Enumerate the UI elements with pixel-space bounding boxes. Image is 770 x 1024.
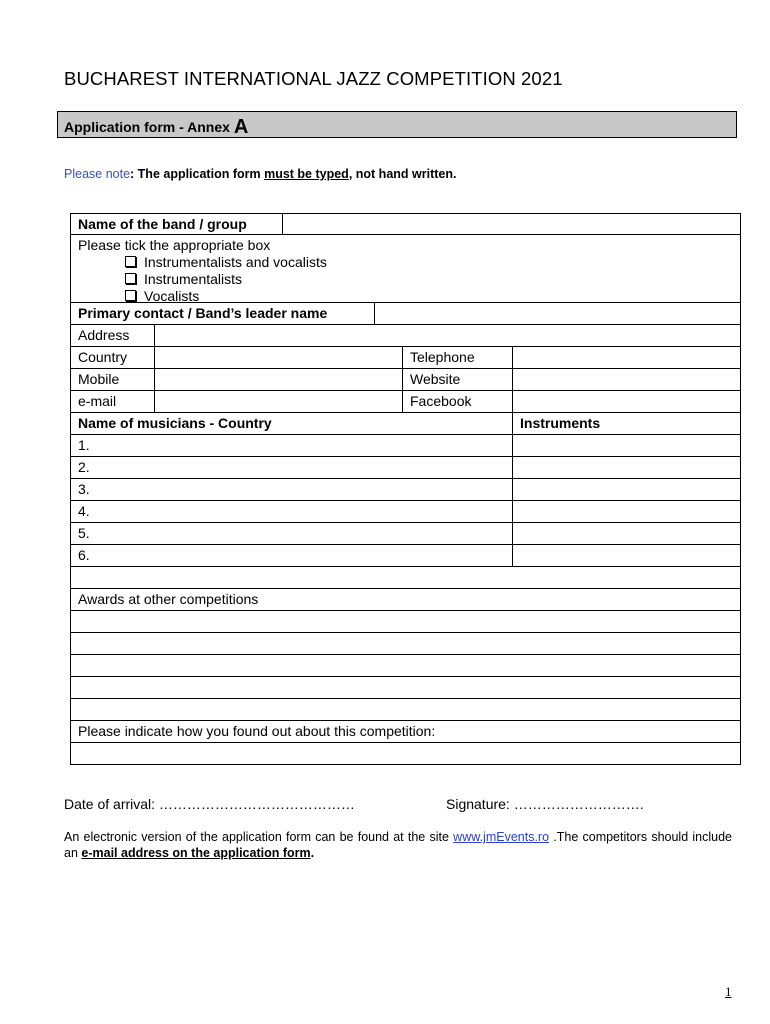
instrument-field[interactable] bbox=[512, 435, 740, 456]
note-lead: Please note bbox=[64, 167, 131, 181]
telephone-label: Telephone bbox=[402, 347, 512, 368]
musicians-header: Name of musicians - Country bbox=[78, 415, 272, 431]
musician-name-field[interactable]: 1. bbox=[78, 437, 90, 453]
website-field[interactable] bbox=[512, 369, 740, 390]
typing-note bbox=[64, 167, 456, 181]
mobile-field[interactable] bbox=[154, 369, 402, 390]
musician-row bbox=[70, 479, 741, 501]
musician-name-field[interactable]: 2. bbox=[78, 459, 90, 475]
note-rest: , not hand written. bbox=[348, 167, 457, 181]
awards-line[interactable] bbox=[70, 611, 741, 633]
tick-option[interactable]: Vocalists bbox=[125, 288, 740, 305]
page-title: BUCHAREST INTERNATIONAL JAZZ COMPETITION 2021 bbox=[64, 68, 563, 89]
musician-row bbox=[70, 457, 741, 479]
category-row bbox=[70, 235, 741, 303]
note-colon: : The application form bbox=[130, 167, 265, 181]
instrument-field[interactable] bbox=[512, 501, 740, 522]
email-field[interactable] bbox=[154, 391, 402, 412]
mobile-row bbox=[70, 369, 741, 391]
awards-line[interactable] bbox=[70, 633, 741, 655]
contact-row bbox=[70, 303, 741, 325]
telephone-field[interactable] bbox=[512, 347, 740, 368]
band-row bbox=[70, 213, 741, 235]
found-row bbox=[70, 721, 741, 743]
awards-line[interactable] bbox=[70, 677, 741, 699]
country-label: Country bbox=[78, 349, 128, 365]
electronic-version-note: An electronic version of the application form can be found at the site www.jmEvents.ro .The competitors should include an e-mail address on the application form. bbox=[64, 830, 732, 860]
instrument-field[interactable] bbox=[512, 479, 740, 500]
musician-name-field[interactable]: 3. bbox=[78, 481, 90, 497]
annex-banner bbox=[57, 111, 737, 138]
instruments-header: Instruments bbox=[512, 413, 740, 434]
email-emphasis: e-mail address on the application form bbox=[81, 846, 311, 860]
tick-option[interactable]: Instrumentalists and vocalists bbox=[125, 254, 740, 271]
blank-row[interactable] bbox=[70, 567, 741, 589]
email-row bbox=[70, 391, 741, 413]
email-label: e-mail bbox=[78, 393, 117, 409]
found-label: Please indicate how you found out about this competition: bbox=[78, 723, 436, 739]
page-number: 1 bbox=[725, 984, 732, 999]
signature-line: Signature: ………………………. bbox=[446, 796, 644, 812]
instrument-field[interactable] bbox=[512, 457, 740, 478]
band-name-field[interactable] bbox=[282, 214, 740, 234]
awards-label: Awards at other competitions bbox=[78, 591, 259, 607]
checkbox-icon[interactable] bbox=[125, 290, 136, 301]
contact-label: Primary contact / Band’s leader name bbox=[78, 305, 328, 321]
tick-heading: Please tick the appropriate box bbox=[78, 237, 271, 253]
website-label: Website bbox=[402, 369, 512, 390]
checkbox-icon[interactable] bbox=[125, 273, 136, 284]
awards-line[interactable] bbox=[70, 699, 741, 721]
address-field[interactable] bbox=[154, 325, 740, 346]
instrument-field[interactable] bbox=[512, 545, 740, 566]
musician-row bbox=[70, 523, 741, 545]
instrument-field[interactable] bbox=[512, 523, 740, 544]
country-field[interactable] bbox=[154, 347, 402, 368]
musician-row bbox=[70, 501, 741, 523]
band-label: Name of the band / group bbox=[78, 216, 247, 232]
date-of-arrival: Date of arrival: …………………………………… bbox=[64, 796, 355, 812]
awards-row bbox=[70, 589, 741, 611]
musician-name-field[interactable]: 6. bbox=[78, 547, 90, 563]
tick-option[interactable]: Instrumentalists bbox=[125, 271, 740, 288]
facebook-field[interactable] bbox=[512, 391, 740, 412]
awards-line[interactable] bbox=[70, 655, 741, 677]
musician-name-field[interactable]: 5. bbox=[78, 525, 90, 541]
facebook-label: Facebook bbox=[402, 391, 512, 412]
note-underlined: must be typed bbox=[264, 167, 349, 181]
address-label: Address bbox=[78, 327, 130, 343]
country-row bbox=[70, 347, 741, 369]
contact-name-field[interactable] bbox=[374, 303, 740, 324]
found-line[interactable] bbox=[70, 743, 741, 765]
musicians-header-row bbox=[70, 413, 741, 435]
checkbox-icon[interactable] bbox=[125, 256, 136, 267]
annex-letter: A bbox=[233, 116, 249, 138]
site-link[interactable]: www.jmEvents.ro bbox=[453, 830, 550, 844]
musician-row bbox=[70, 435, 741, 457]
application-form bbox=[70, 213, 741, 765]
musician-row bbox=[70, 545, 741, 567]
annex-label: Application form - Annex bbox=[64, 119, 234, 135]
address-row bbox=[70, 325, 741, 347]
musician-name-field[interactable]: 4. bbox=[78, 503, 90, 519]
mobile-label: Mobile bbox=[78, 371, 120, 387]
